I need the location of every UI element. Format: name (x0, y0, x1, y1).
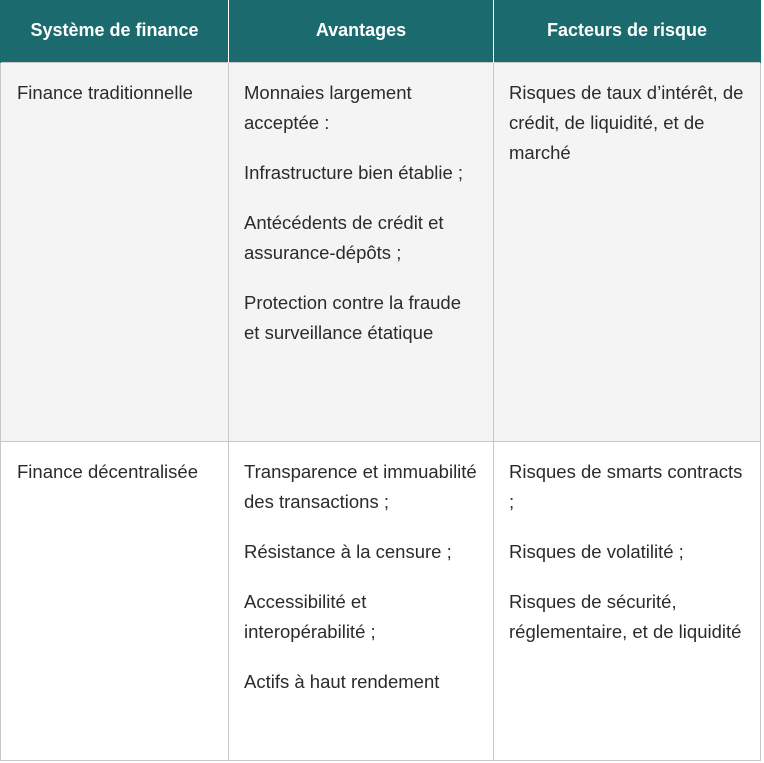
table-header (1, 0, 761, 62)
risk-item: Risques de sécurité, réglementaire, et de liquidité (509, 590, 742, 642)
advantage-item: Résistance à la censure ; (244, 540, 452, 562)
header-system: Système de finance (1, 0, 229, 62)
risk-item: Risques de volatilité ; (509, 540, 684, 562)
risk-item: Risques de taux d’intérêt, de crédit, de liquidité, et de marché (509, 81, 744, 163)
advantage-item: Transparence et immuabilité des transactions ; (244, 460, 477, 512)
advantage-item: Actifs à haut rendement (244, 670, 440, 692)
risk-item: Risques de smarts contracts ; (509, 460, 743, 512)
advantage-item: Infrastructure bien établie ; (244, 161, 464, 183)
table-body (1, 62, 761, 760)
system-name: Finance traditionnelle (17, 81, 193, 103)
advantage-item: Monnaies largement acceptée : (244, 81, 412, 133)
system-name: Finance décentralisée (17, 460, 198, 482)
risk-factors-cell (494, 62, 761, 441)
advantages-cell (229, 62, 494, 441)
advantage-item: Accessibilité et interopérabilité ; (244, 590, 376, 642)
advantages-cell (229, 441, 494, 760)
risk-factors-cell (494, 441, 761, 760)
table-row (1, 441, 761, 760)
header-risk-factors: Facteurs de risque (494, 0, 761, 62)
header-row (1, 0, 761, 62)
advantage-item: Protection contre la fraude et surveillance étatique (244, 291, 461, 343)
system-cell (1, 441, 229, 760)
system-cell (1, 62, 229, 441)
advantage-item: Antécédents de crédit et assurance-dépôts ; (244, 211, 444, 263)
table-row (1, 62, 761, 441)
header-advantages: Avantages (229, 0, 494, 62)
